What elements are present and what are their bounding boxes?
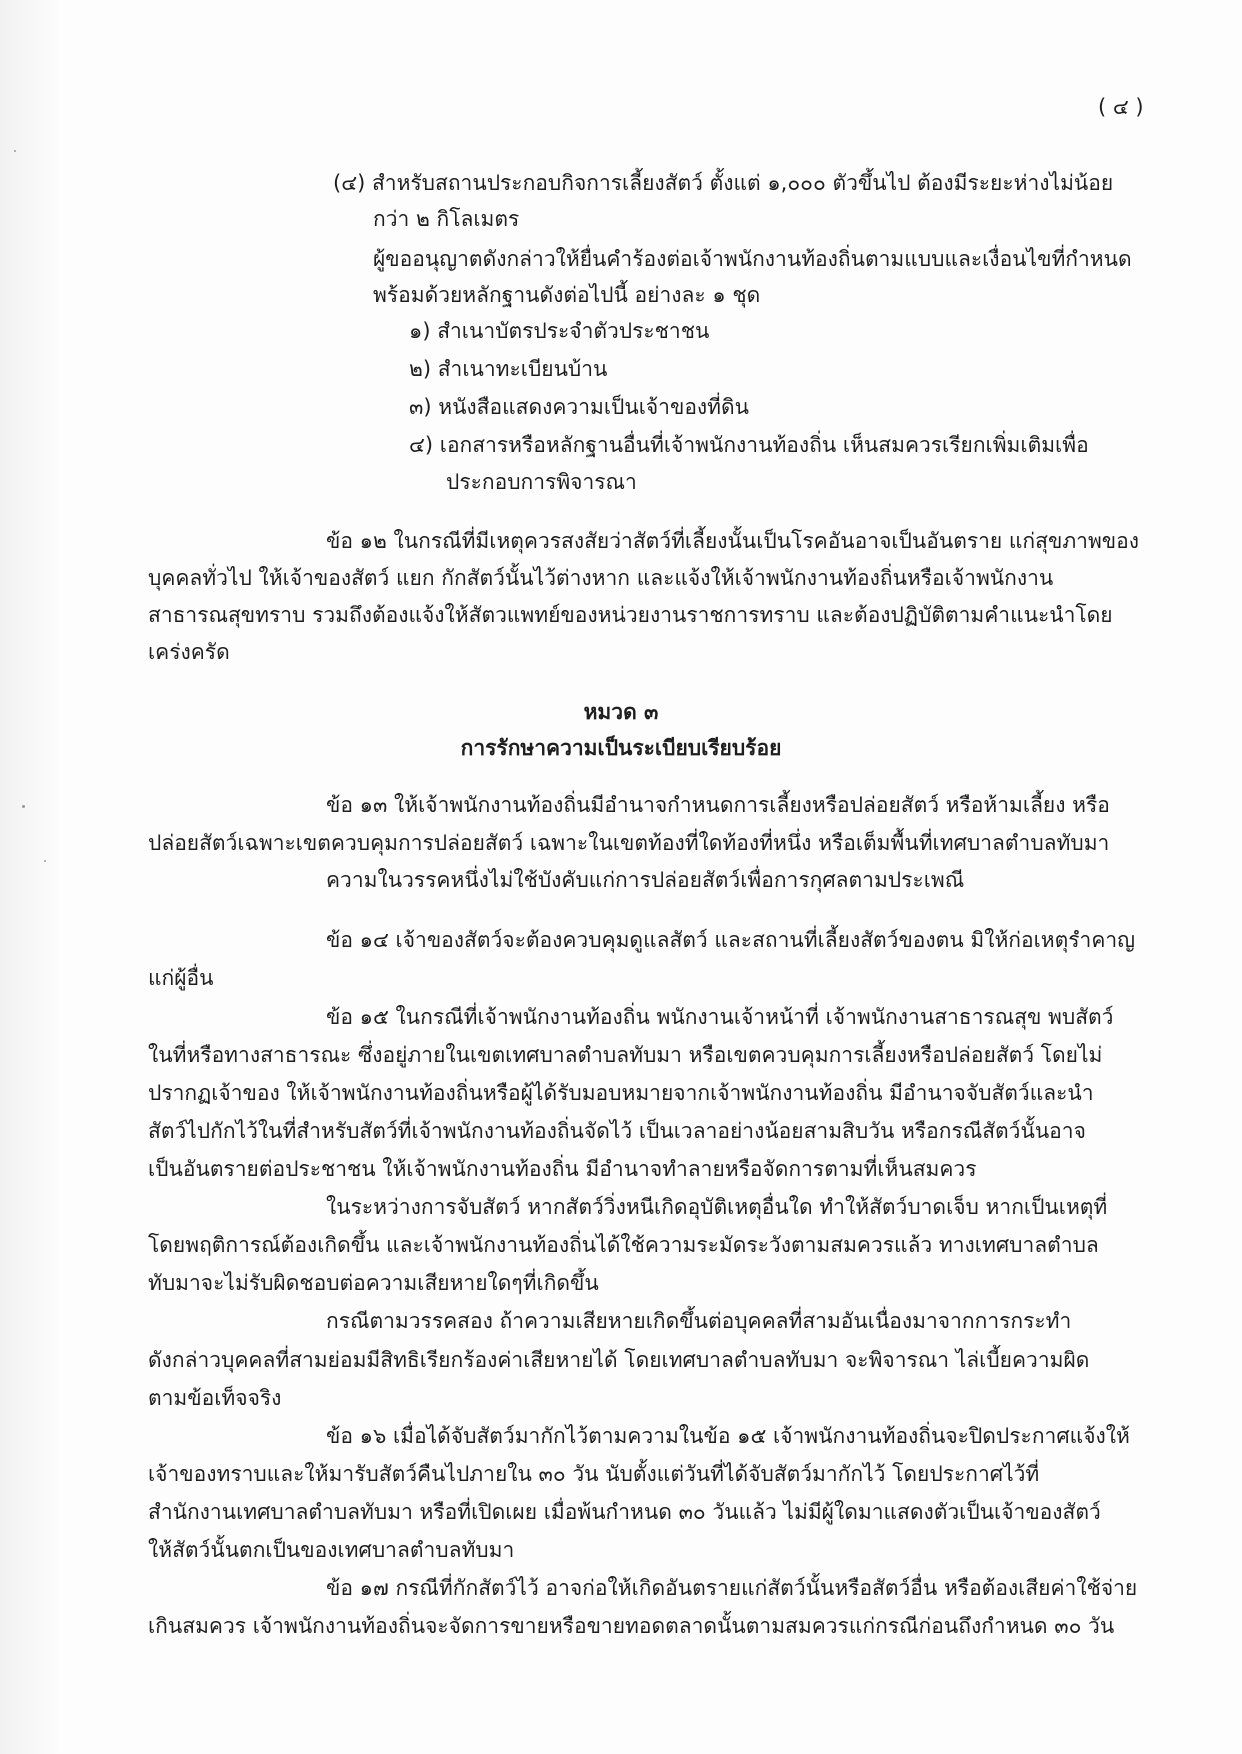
article-16-line: สำนักงานเทศบาลตำบลทับมา หรือที่เปิดเผย เมื่อพ้นกำหนด ๓๐ วันแล้ว ไม่มีผู้ใดมาแสดงตัวเป็นเจ้าของสัตว์	[148, 1500, 1101, 1524]
article-16-line: เจ้าของทราบและให้มารับสัตว์คืนไปภายใน ๓๐ วัน นับตั้งแต่วันที่ได้จับสัตว์มากักไว้ โดยประกาศไว้ที่	[148, 1462, 1040, 1486]
document-item-continuation: ประกอบการพิจารณา	[446, 470, 637, 494]
article-15-p2-line: โดยพฤติการณ์ต้องเกิดขึ้น และเจ้าพนักงานท้องถิ่นได้ใช้ความระมัดระวังตามสมควรแล้ว ทางเทศบาลตำบล	[148, 1233, 1099, 1257]
article-15-p3-line: กรณีตามวรรคสอง ถ้าความเสียหายเกิดขึ้นต่อบุคคลที่สามอันเนื่องมาจากการกระทำ	[326, 1309, 1072, 1333]
article-13-line: ความในวรรคหนึ่งไม่ใช้บังคับแก่การปล่อยสัตว์เพื่อการกุศลตามประเพณี	[326, 868, 965, 892]
document-item: ๓) หนังสือแสดงความเป็นเจ้าของที่ดิน	[409, 395, 750, 419]
application-intro-line-2: พร้อมด้วยหลักฐานดังต่อไปนี้ อย่างละ ๑ ชุด	[373, 283, 761, 307]
article-16-line: ให้สัตว์นั้นตกเป็นของเทศบาลตำบลทับมา	[148, 1538, 515, 1562]
article-12-line: สาธารณสุขทราบ รวมถึงต้องแจ้งให้สัตวแพทย์ของหน่วยงานราชการทราบ และต้องปฏิบัติตามคำแนะนำโดย	[148, 603, 1113, 627]
article-15-p2-line: ในระหว่างการจับสัตว์ หากสัตว์วิ่งหนีเกิดอุบัติเหตุอื่นใด ทำให้สัตว์บาดเจ็บ หากเป็นเหตุที่	[326, 1195, 1108, 1219]
scan-speck	[44, 860, 46, 862]
article-12-line: เคร่งครัด	[148, 640, 230, 664]
page-number: ( ๔ )	[1098, 95, 1144, 119]
article-15-line: สัตว์ไปกักไว้ในที่สำหรับสัตว์ที่เจ้าพนักงานท้องถิ่นจัดไว้ เป็นเวลาอย่างน้อยสามสิบวัน หรือกรณีสัตว์นั้นอาจ	[148, 1119, 1086, 1143]
article-15-line: ปรากฏเจ้าของ ให้เจ้าพนักงานท้องถิ่นหรือผู้ได้รับมอบหมายจากเจ้าพนักงานท้องถิ่น มีอำนาจจับสัตว์และนำ	[148, 1081, 1094, 1105]
article-15-p3-line: ตามข้อเท็จจริง	[148, 1386, 282, 1410]
article-15-line: ในที่หรือทางสาธารณะ ซึ่งอยู่ภายในเขตเทศบาลตำบลทับมา หรือเขตควบคุมการเลี้ยงหรือปล่อยสัตว์ โดยไม่	[148, 1043, 1103, 1067]
article-12-line: บุคคลทั่วไป ให้เจ้าของสัตว์ แยก กักสัตว์นั้นไว้ต่างหาก และแจ้งให้เจ้าพนักงานท้องถิ่นหรือเจ้าพนักงาน	[148, 566, 1054, 590]
article-15-p2-line: ทับมาจะไม่รับผิดชอบต่อความเสียหายใดๆที่เกิดขึ้น	[148, 1271, 599, 1295]
clause-4-line-2: กว่า ๒ กิโลเมตร	[373, 207, 520, 231]
scan-shadow	[0, 0, 60, 1754]
article-13-line: ข้อ ๑๓ ให้เจ้าพนักงานท้องถิ่นมีอำนาจกำหนดการเลี้ยงหรือปล่อยสัตว์ หรือห้ามเลี้ยง หรือ	[326, 793, 1110, 817]
article-14-line: ข้อ ๑๔ เจ้าของสัตว์จะต้องควบคุมดูแลสัตว์ และสถานที่เลี้ยงสัตว์ของตน มิให้ก่อเหตุรำคาญ	[326, 928, 1136, 952]
document-item: ๑) สำเนาบัตรประจำตัวประชาชน	[409, 319, 710, 343]
article-15-line: เป็นอันตรายต่อประชาชน ให้เจ้าพนักงานท้องถิ่น มีอำนาจทำลายหรือจัดการตามที่เห็นสมควร	[148, 1157, 977, 1181]
chapter-title: การรักษาความเป็นระเบียบเรียบร้อย	[460, 736, 782, 760]
clause-4-line-1: (๔) สำหรับสถานประกอบกิจการเลี้ยงสัตว์ ตั้งแต่ ๑,๐๐๐ ตัวขึ้นไป ต้องมีระยะห่างไม่น้อย	[333, 171, 1114, 195]
article-15-line: ข้อ ๑๕ ในกรณีที่เจ้าพนักงานท้องถิ่น พนักงานเจ้าหน้าที่ เจ้าพนักงานสาธารณสุข พบสัตว์	[326, 1005, 1114, 1029]
application-intro-line-1: ผู้ขออนุญาตดังกล่าวให้ยื่นคำร้องต่อเจ้าพนักงานท้องถิ่นตามแบบและเงื่อนไขที่กำหนด	[373, 247, 1132, 271]
scan-speck	[14, 150, 16, 152]
article-16-line: ข้อ ๑๖ เมื่อได้จับสัตว์มากักไว้ตามความในข้อ ๑๕ เจ้าพนักงานท้องถิ่นจะปิดประกาศแจ้งให้	[326, 1424, 1130, 1448]
article-12-line: ข้อ ๑๒ ในกรณีที่มีเหตุควรสงสัยว่าสัตว์ที่เลี้ยงนั้นเป็นโรคอันอาจเป็นอันตราย แก่สุขภาพของ	[326, 529, 1140, 553]
document-item: ๔) เอกสารหรือหลักฐานอื่นที่เจ้าพนักงานท้องถิ่น เห็นสมควรเรียกเพิ่มเติมเพื่อ	[409, 433, 1089, 457]
chapter-number: หมวด ๓	[583, 700, 659, 724]
article-17-line: เกินสมควร เจ้าพนักงานท้องถิ่นจะจัดการขายหรือขายทอดตลาดนั้นตามสมควรแก่กรณีก่อนถึงกำหนด ๓๐ วัน	[148, 1614, 1115, 1638]
article-15-p3-line: ดังกล่าวบุคคลที่สามย่อมมีสิทธิเรียกร้องค่าเสียหายได้ โดยเทศบาลตำบลทับมา จะพิจารณา ไล่เบี้ยความผิด	[148, 1348, 1090, 1372]
article-17-line: ข้อ ๑๗ กรณีที่กักสัตว์ไว้ อาจก่อให้เกิดอันตรายแก่สัตว์นั้นหรือสัตว์อื่น หรือต้องเสียค่าใช้จ่าย	[326, 1576, 1138, 1600]
document-item: ๒) สำเนาทะเบียนบ้าน	[409, 357, 608, 381]
article-13-line: ปล่อยสัตว์เฉพาะเขตควบคุมการปล่อยสัตว์ เฉพาะในเขตท้องที่ใดท้องที่หนึ่ง หรือเต็มพื้นที่เทศบาลตำบลทับมา	[148, 831, 1110, 855]
scan-speck	[22, 805, 25, 808]
article-14-line: แก่ผู้อื่น	[148, 966, 214, 990]
